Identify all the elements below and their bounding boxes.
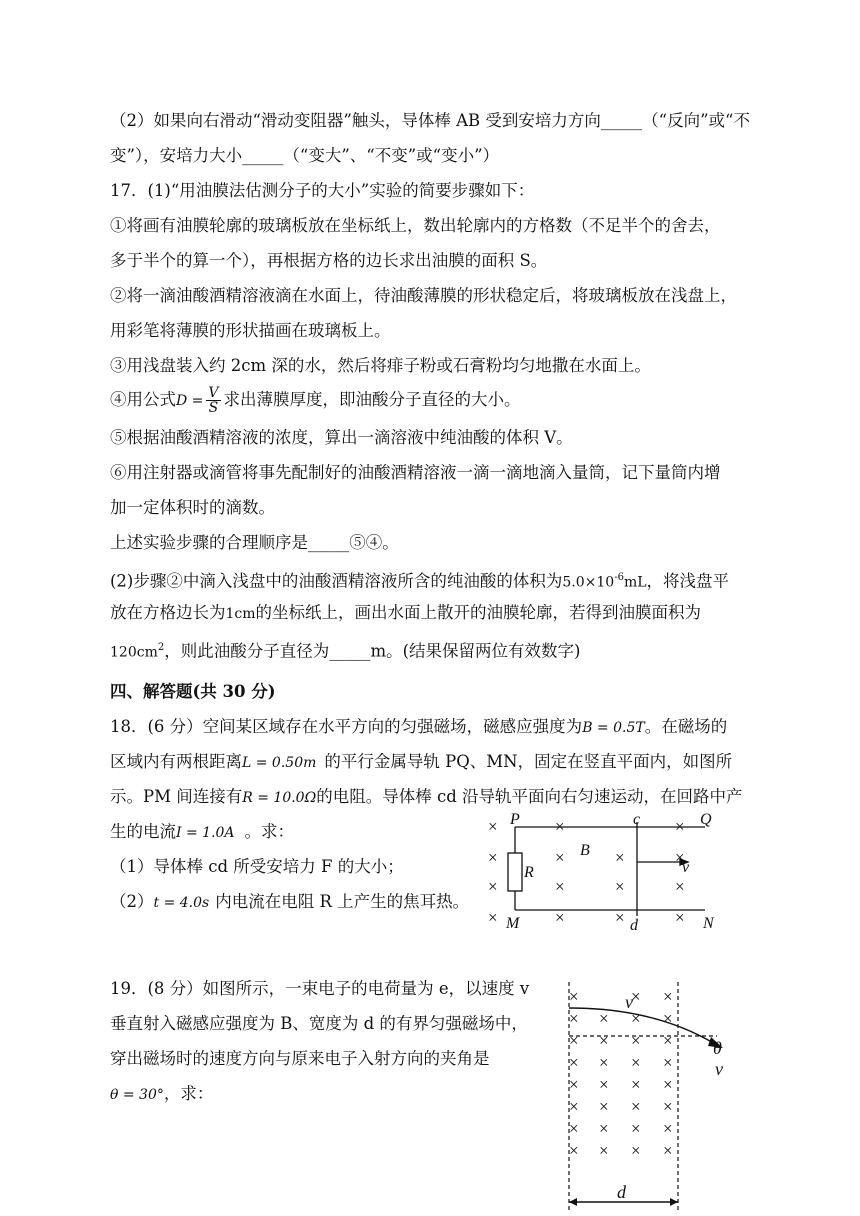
q17-part2-line3: [110, 637, 581, 664]
field-cross: ×: [615, 848, 625, 867]
volume-exponent: -6: [614, 572, 624, 583]
q17-title: 17．(1)“用油膜法估测分子的大小”实验的简要步骤如下：: [110, 181, 535, 200]
q18-L-value: L = 0.50m: [242, 755, 317, 771]
field-cross: ×: [631, 1119, 641, 1138]
q18-line1: [110, 716, 727, 739]
q18-t-value: t = 4.0s: [153, 895, 210, 911]
field-cross: ×: [631, 1053, 641, 1072]
field-cross: ×: [675, 877, 685, 896]
q18-label-Q: Q: [700, 811, 712, 828]
q19-line1: 19．(8 分）如图所示，一束电子的电荷量为 e，以速度 v: [110, 979, 530, 998]
field-cross: ×: [631, 1075, 641, 1094]
field-cross: ×: [569, 1097, 579, 1116]
field-cross: ×: [599, 1119, 609, 1138]
volume-unit: mL: [623, 574, 647, 591]
field-cross: ×: [663, 1031, 673, 1050]
part2-text-b: ，将浅盘平: [646, 571, 730, 591]
field-cross: ×: [569, 1075, 579, 1094]
section-4-heading: 四、解答题(共 30 分): [110, 682, 276, 701]
field-cross: ×: [663, 1097, 673, 1116]
field-cross: ×: [663, 1053, 673, 1072]
step4-prefix: ④用公式: [110, 390, 176, 409]
field-cross: ×: [569, 1119, 579, 1138]
q19-label-v-out: v: [715, 1059, 723, 1079]
formula-numerator: V: [208, 385, 219, 401]
q19-line2: 垂直射入磁感应强度为 B、宽度为 d 的有界匀强磁场中，: [110, 1014, 528, 1033]
field-cross: ×: [675, 817, 685, 836]
q17-step2-line2: 用彩笔将薄膜的形状描画在玻璃板上。: [110, 321, 391, 340]
area-value: 120cm: [110, 644, 158, 661]
q18-label-c: c: [633, 811, 641, 828]
part2-text-a: (2)步骤②中滴入浅盘中的油酸酒精溶液所含的纯油酸的体积为: [110, 571, 563, 591]
field-cross: ×: [663, 1119, 673, 1138]
q17-order-question: 上述实验步骤的合理顺序是_____⑤④。: [110, 533, 399, 552]
field-cross: ×: [615, 908, 625, 927]
q18-label-N: N: [703, 915, 714, 932]
q18-text-g: 生的电流: [110, 822, 176, 841]
q18-line3: [110, 786, 743, 809]
q17-step1-line1: ①将画有油膜轮廓的玻璃板放在坐标纸上，数出轮廓内的方格数（不足半个的舍去，: [110, 216, 721, 235]
field-cross: ×: [599, 1141, 609, 1160]
q19-field-figure: [555, 980, 755, 1216]
field-cross: ×: [488, 848, 498, 867]
q18-label-R: R: [524, 864, 534, 881]
field-cross: ×: [675, 848, 685, 867]
q17-part2-line2: [110, 602, 701, 625]
field-cross: ×: [569, 1009, 579, 1028]
q18-text-f: 的电阻。导体棒 cd 沿导轨平面向右匀速运动，在回路中产: [316, 787, 743, 806]
field-cross: ×: [663, 987, 673, 1006]
q19-label-v-in: v: [625, 992, 633, 1012]
field-cross: ×: [631, 1097, 641, 1116]
field-cross: ×: [663, 1141, 673, 1160]
part2-text-e: ，则此油酸分子直径为_____m。(结果保留两位有效数字): [164, 641, 581, 661]
field-cross: ×: [488, 877, 498, 896]
q18-line4: [110, 821, 294, 844]
q18-I-value: I = 1.0A: [176, 825, 235, 841]
q17-step3: ③用浅盘装入约 2cm 深的水，然后将痱子粉或石膏粉均匀地撒在水面上。: [110, 356, 651, 375]
q17-step4: [110, 385, 521, 416]
formula-fraction: [206, 386, 220, 415]
q19-label-d: d: [617, 1182, 626, 1202]
q16-part2-line2: 变”），安培力大小_____（“变大”、“不变”或“变小”）: [110, 146, 500, 165]
q17-step1-line2: 多于半个的算一个），再根据方格的边长求出油膜的面积 S。: [110, 251, 548, 270]
q17-step2-line1: ②将一滴油酸酒精溶液滴在水面上，待油酸薄膜的形状稳定后，将玻璃板放在浅盘上，: [110, 286, 737, 305]
field-cross: ×: [569, 1141, 579, 1160]
q18-circuit-figure: [480, 810, 740, 935]
q16-part2-line1: （2）如果向右滑动“滑动变阻器”触头，导体棒 AB 受到安培力方向_____（“反向”或“不: [110, 111, 750, 130]
q18-part2: [110, 891, 469, 914]
field-cross: ×: [599, 1009, 609, 1028]
field-cross: ×: [555, 817, 565, 836]
field-cross: ×: [569, 987, 579, 1006]
field-cross: ×: [675, 908, 685, 927]
q17-part2-line1: [110, 567, 729, 594]
field-cross: ×: [599, 1097, 609, 1116]
field-cross: ×: [599, 1075, 609, 1094]
q19-label-theta: θ: [713, 1038, 722, 1058]
formula-denominator: S: [208, 400, 219, 416]
q18-text-b: 。在磁场的: [644, 717, 728, 736]
part2-text-d: 的坐标纸上，画出水面上散开的油膜轮廓，若得到油膜面积为: [255, 603, 702, 622]
q19-field-crosses: [569, 987, 673, 1160]
area-exponent: 2: [157, 642, 165, 653]
q18-text-d: 的平行金属导轨 PQ、MN，固定在竖直平面内，如图所: [324, 752, 733, 771]
field-cross: ×: [488, 817, 498, 836]
part2-text-c: 放在方格边长为: [110, 603, 226, 622]
q17-step5: ⑤根据油酸酒精溶液的浓度，算出一滴溶液中纯油酸的体积 V。: [110, 428, 573, 447]
field-cross: ×: [569, 1053, 579, 1072]
field-cross: ×: [663, 1075, 673, 1094]
field-cross: ×: [615, 877, 625, 896]
field-cross: ×: [631, 1141, 641, 1160]
field-cross: ×: [663, 1009, 673, 1028]
grid-size-value: 1cm: [225, 606, 256, 622]
q18-text-h: 。求：: [244, 822, 295, 841]
q19-text-d: ，求：: [163, 1084, 214, 1103]
q17-step6-line2: 加一定体积时的滴数。: [110, 498, 275, 517]
q18-label-d: d: [630, 917, 638, 934]
q18-B-value: B = 0.5T: [582, 720, 645, 736]
q18-text-a: 18．(6 分）空间某区域存在水平方向的匀强磁场，磁感应强度为: [110, 717, 583, 736]
field-cross: ×: [555, 877, 565, 896]
field-cross: ×: [488, 908, 498, 927]
q18-part1: （1）导体棒 cd 所受安培力 F 的大小；: [110, 857, 404, 876]
q18-part2-suffix: 内电流在电阻 R 上产生的焦耳热。: [215, 892, 470, 911]
q18-label-P: P: [510, 811, 520, 828]
field-cross: ×: [599, 1031, 609, 1050]
field-cross: ×: [555, 908, 565, 927]
field-cross: ×: [631, 1031, 641, 1050]
field-cross: ×: [569, 1031, 579, 1050]
q18-R-value: R = 10.0Ω: [242, 790, 317, 806]
q18-part2-prefix: （2）: [110, 892, 154, 911]
q17-step6-line1: ⑥用注射器或滴管将事先配制好的油酸酒精溶液一滴一滴地滴入量筒，记下量筒内增: [110, 463, 721, 482]
q19-theta-value: θ = 30°: [110, 1087, 164, 1103]
field-cross: ×: [599, 1053, 609, 1072]
q19-line4: [110, 1083, 213, 1106]
formula-lhs: D =: [176, 393, 204, 409]
q18-text-e: 示。PM 间连接有: [110, 787, 243, 806]
volume-value: 5.0×10: [562, 574, 615, 591]
q18-label-B: B: [580, 842, 590, 859]
q18-label-v: v: [682, 859, 690, 876]
q18-text-c: 区域内有两根距离: [110, 752, 242, 771]
field-cross: ×: [555, 848, 565, 867]
q18-line2: [110, 751, 732, 774]
step4-suffix: 求出薄膜厚度，即油酸分子直径的大小。: [223, 390, 521, 409]
q18-label-M: M: [506, 915, 520, 932]
field-cross: ×: [631, 987, 641, 1006]
q19-line3: 穿出磁场时的速度方向与原来电子入射方向的夹角是: [110, 1049, 490, 1068]
field-cross: ×: [631, 1009, 641, 1028]
